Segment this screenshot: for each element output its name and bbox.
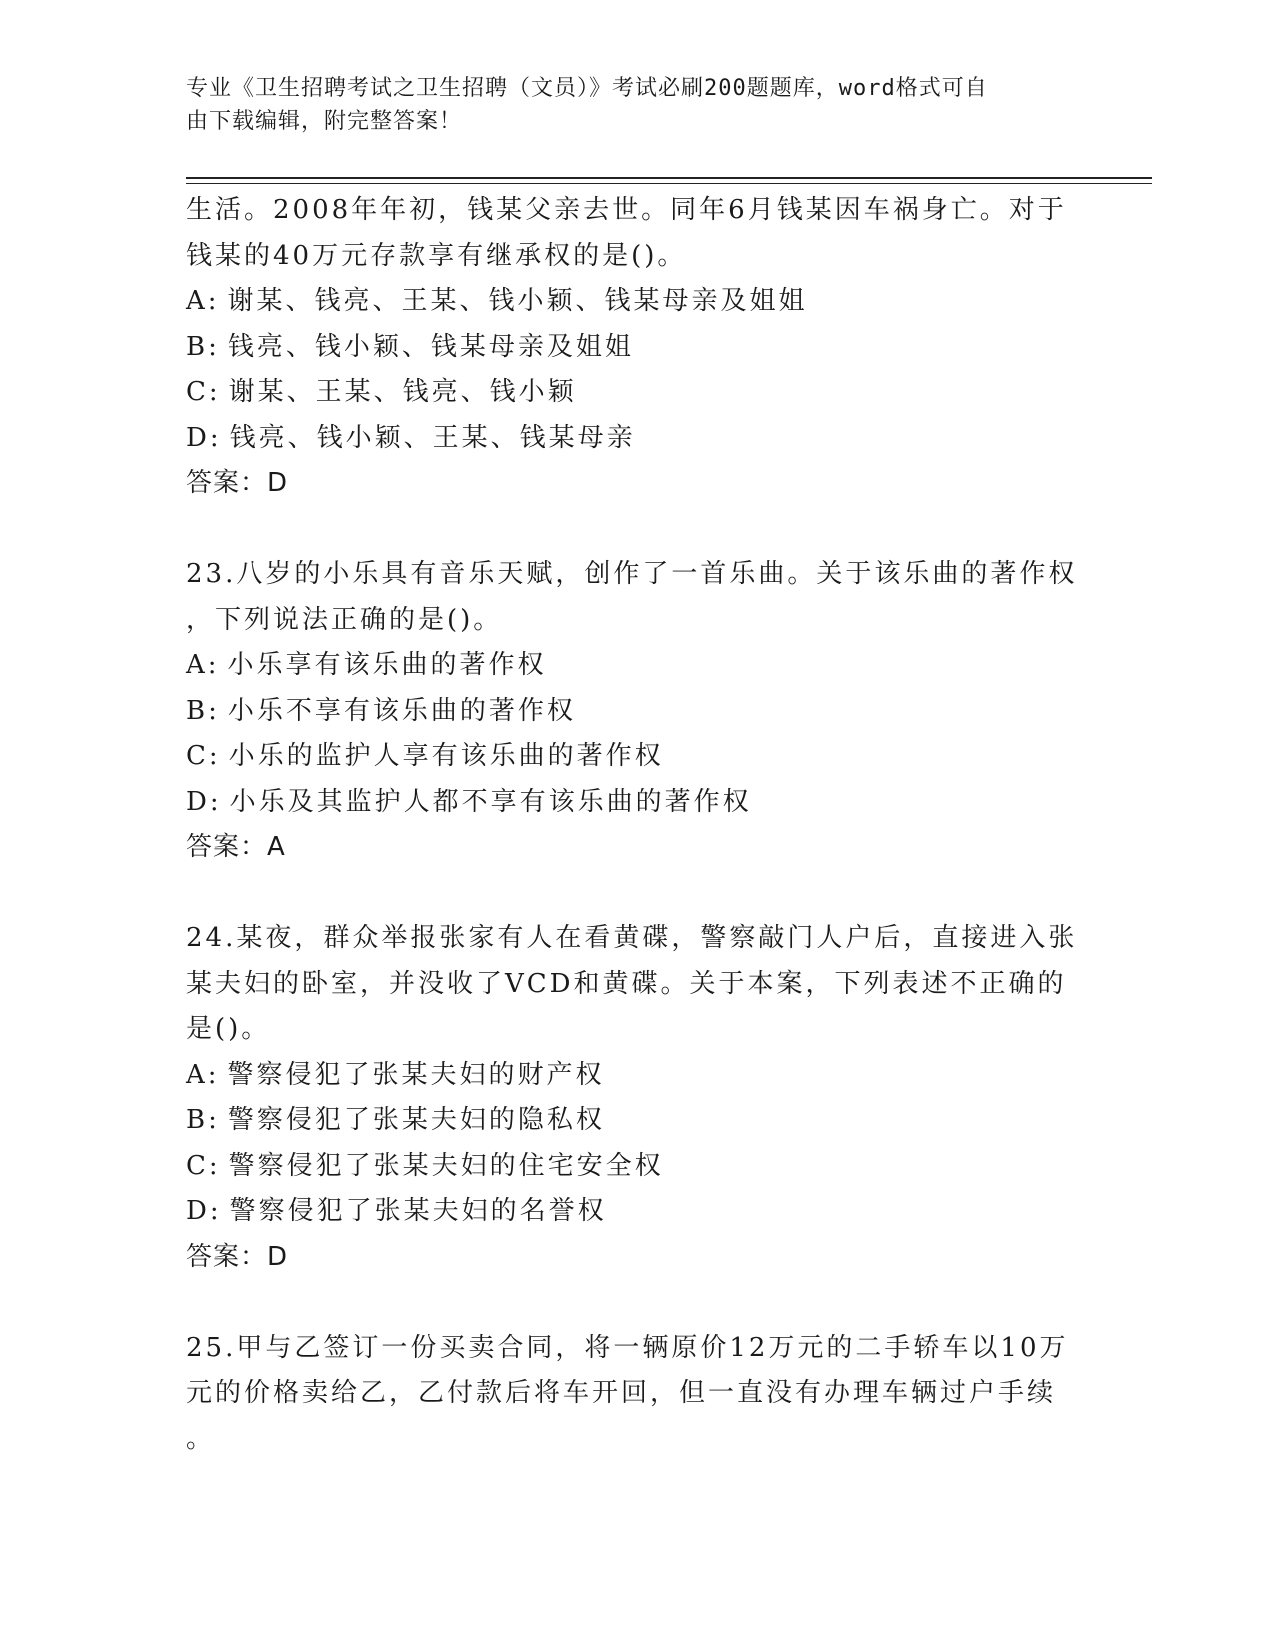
header-rule-thick — [186, 177, 1152, 179]
header-line-2: 由下载编辑，附完整答案！ — [186, 109, 463, 134]
question-text-line: 生活。2008年年初，钱某父亲去世。同年6月钱某因车祸身亡。对于 — [186, 195, 1067, 225]
option-text: 谢某、王某、钱亮、钱小颖 — [228, 377, 577, 407]
question-text-line: 钱某的40万元存款享有继承权的是()。 — [186, 240, 687, 271]
option-text: 小乐不享有该乐曲的著作权 — [227, 695, 576, 726]
option-text: 警察侵犯了张某夫妇的隐私权 — [227, 1105, 605, 1135]
question-text-line: 。 — [186, 1423, 216, 1454]
answer-line: 答案：D — [186, 468, 289, 498]
question-text-line: 25.甲与乙签订一份买卖合同，将一辆原价12万元的二手轿车以10万 — [186, 1332, 1069, 1363]
question-continuation — [186, 188, 1086, 507]
question-text-line: 23.八岁的小乐具有音乐天赋，创作了一首乐曲。关于该乐曲的著作权 — [186, 559, 1078, 589]
question-text-line: 元的价格卖给乙，乙付款后将车开回，但一直没有办理车辆过户手续 — [186, 1378, 1057, 1408]
option-key: C: — [186, 741, 221, 771]
question-text-line: ，下列说法正确的是()。 — [186, 604, 503, 635]
option-b — [186, 689, 1086, 735]
option-c — [186, 370, 1086, 416]
option-c — [186, 1144, 1086, 1190]
option-key: D: — [186, 1196, 222, 1226]
option-text: 谢某、钱亮、王某、钱小颖、钱某母亲及姐姐 — [227, 286, 808, 316]
header-line-1: 专业《卫生招聘考试之卫生招聘（文员）》考试必刷200题题库，word格式可自 — [186, 76, 988, 101]
option-text: 警察侵犯了张某夫妇的财产权 — [227, 1059, 605, 1090]
question-spacer — [186, 871, 1086, 917]
question-24 — [186, 916, 1086, 1280]
option-key: C: — [186, 377, 221, 407]
option-a — [186, 279, 1086, 325]
option-text: 小乐享有该乐曲的著作权 — [227, 650, 547, 680]
option-text: 钱亮、钱小颖、王某、钱某母亲 — [229, 422, 636, 453]
option-c — [186, 734, 1086, 780]
option-key: A: — [186, 286, 220, 316]
question-text-line: 24.某夜，群众举报张家有人在看黄碟，警察敲门人户后，直接进入张 — [186, 923, 1078, 953]
header-rule-thin — [186, 183, 1152, 184]
question-spacer — [186, 1280, 1086, 1326]
option-key: D: — [186, 786, 222, 817]
option-a — [186, 1053, 1086, 1099]
document-header — [186, 72, 1066, 138]
option-text: 钱亮、钱小颖、钱某母亲及姐姐 — [227, 331, 634, 362]
option-text: 警察侵犯了张某夫妇的住宅安全权 — [228, 1150, 664, 1181]
answer-line: 答案：A — [186, 832, 286, 862]
question-text-line: 是()。 — [186, 1014, 271, 1044]
option-text: 小乐及其监护人都不享有该乐曲的著作权 — [229, 786, 752, 817]
question-text-line: 某夫妇的卧室，并没收了VCD和黄碟。关于本案，下列表述不正确的 — [186, 968, 1067, 999]
option-key: B: — [186, 1105, 220, 1135]
option-d — [186, 416, 1086, 462]
option-b — [186, 325, 1086, 371]
option-d — [186, 1189, 1086, 1235]
question-23 — [186, 552, 1086, 871]
option-key: B: — [186, 331, 220, 362]
option-key: A: — [186, 1059, 220, 1090]
option-d — [186, 780, 1086, 826]
option-text: 小乐的监护人享有该乐曲的著作权 — [228, 741, 664, 771]
option-a — [186, 643, 1086, 689]
question-25 — [186, 1326, 1086, 1463]
option-text: 警察侵犯了张某夫妇的名誉权 — [229, 1196, 607, 1226]
option-b — [186, 1098, 1086, 1144]
question-spacer — [186, 507, 1086, 553]
document-body — [186, 188, 1086, 1462]
option-key: D: — [186, 422, 222, 453]
answer-line: 答案：D — [186, 1241, 289, 1272]
option-key: C: — [186, 1150, 221, 1181]
option-key: B: — [186, 695, 220, 726]
option-key: A: — [186, 650, 220, 680]
